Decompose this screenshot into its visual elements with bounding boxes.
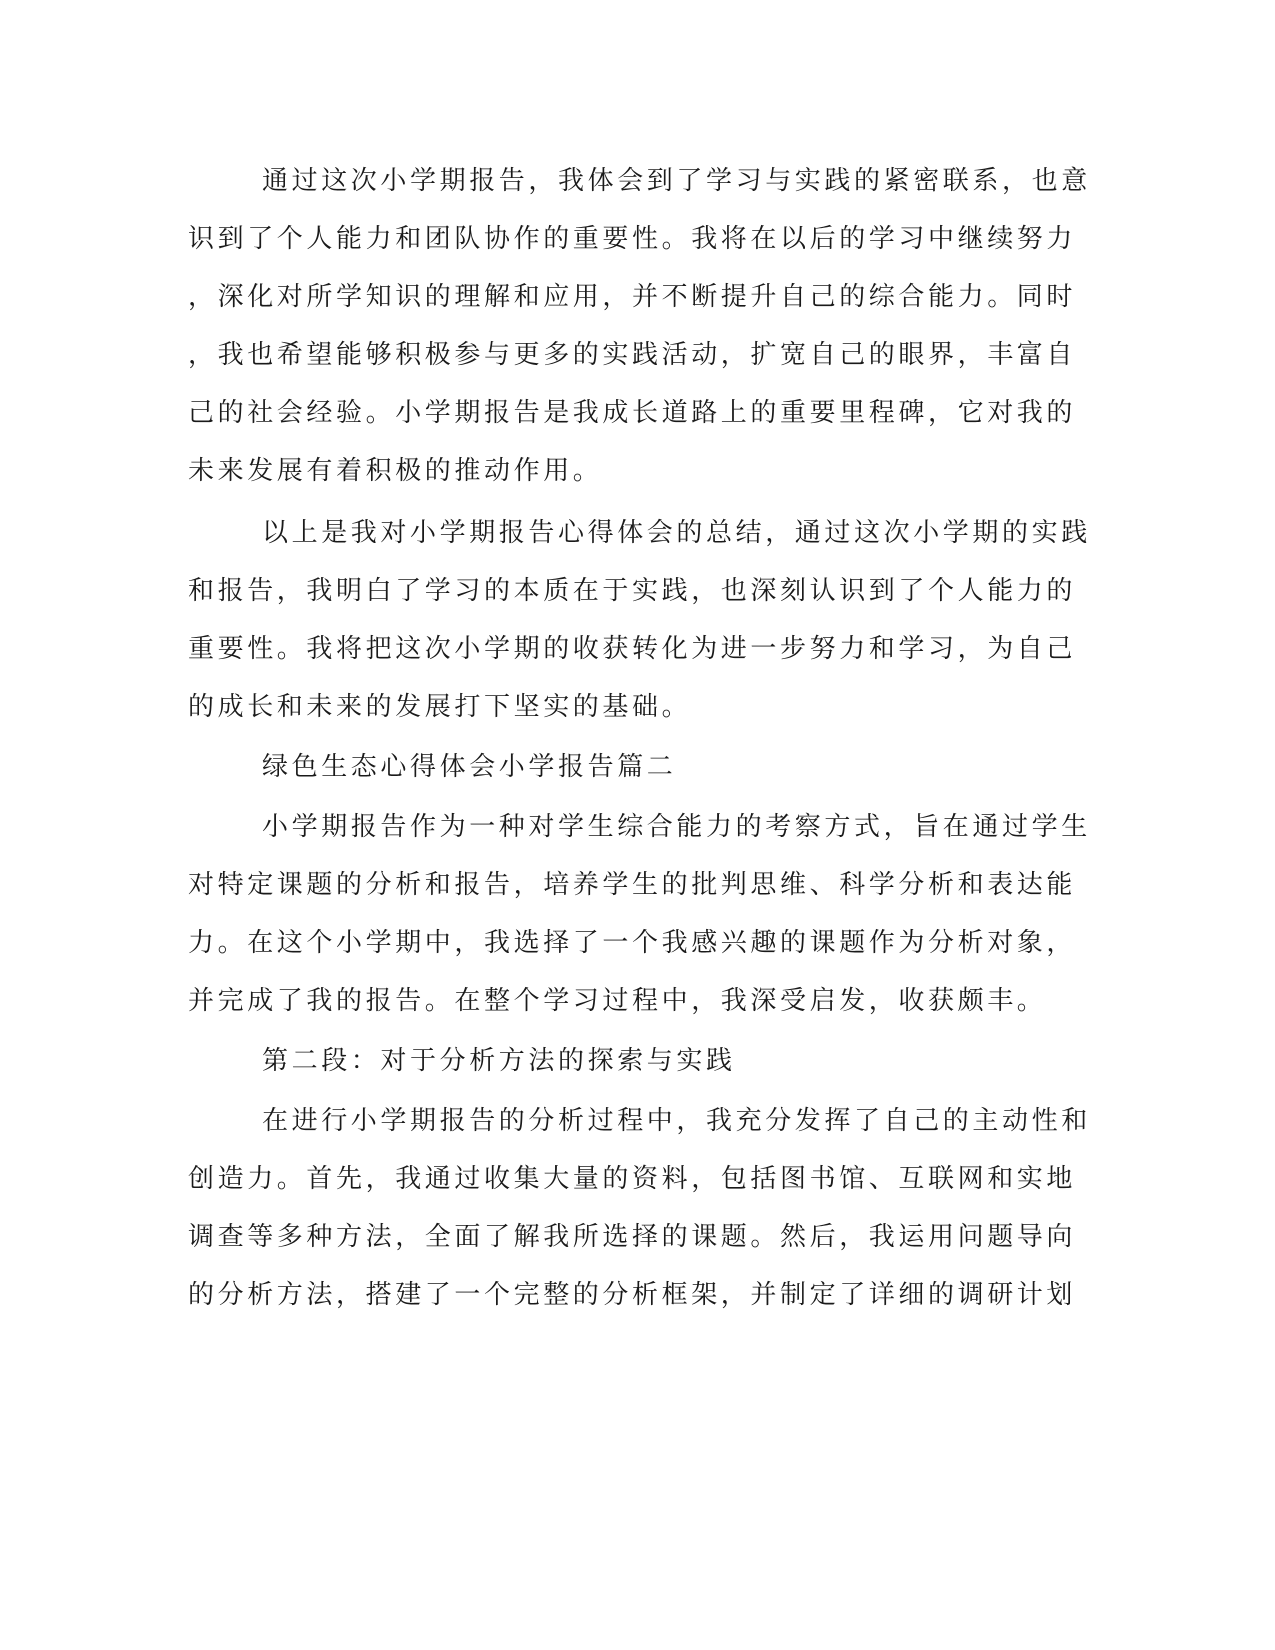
paragraph-line: 以上是我对小学期报告心得体会的总结，通过这次小学期的实践	[262, 518, 1091, 548]
paragraph-line: 通过这次小学期报告，我体会到了学习与实践的紧密联系，也意	[262, 166, 1091, 196]
paragraph-line: 重要性。我将把这次小学期的收获转化为进一步努力和学习，为自己	[188, 634, 1077, 664]
paragraph-line: 创造力。首先，我通过收集大量的资料，包括图书馆、互联网和实地	[188, 1164, 1077, 1194]
paragraph-line: ，我也希望能够积极参与更多的实践活动，扩宽自己的眼界，丰富自	[188, 340, 1077, 370]
section-heading: 第二段：对于分析方法的探索与实践	[262, 1046, 736, 1076]
paragraph-line: 的分析方法，搭建了一个完整的分析框架，并制定了详细的调研计划	[188, 1280, 1077, 1310]
paragraph-line: 己的社会经验。小学期报告是我成长道路上的重要里程碑，它对我的	[188, 398, 1077, 428]
paragraph-line: 对特定课题的分析和报告，培养学生的批判思维、科学分析和表达能	[188, 870, 1077, 900]
paragraph-line: 识到了个人能力和团队协作的重要性。我将在以后的学习中继续努力	[188, 224, 1077, 254]
paragraph-line: 调查等多种方法，全面了解我所选择的课题。然后，我运用问题导向	[188, 1222, 1077, 1252]
paragraph-line: 和报告，我明白了学习的本质在于实践，也深刻认识到了个人能力的	[188, 576, 1077, 606]
paragraph-line: 小学期报告作为一种对学生综合能力的考察方式，旨在通过学生	[262, 812, 1091, 842]
paragraph-line: 的成长和未来的发展打下坚实的基础。	[188, 692, 692, 722]
paragraph-line: 未来发展有着积极的推动作用。	[188, 456, 603, 486]
section-heading: 绿色生态心得体会小学报告篇二	[262, 752, 677, 782]
paragraph-line: 在进行小学期报告的分析过程中，我充分发挥了自己的主动性和	[262, 1106, 1091, 1136]
paragraph-line: 并完成了我的报告。在整个学习过程中，我深受启发，收获颇丰。	[188, 986, 1047, 1016]
paragraph-line: 力。在这个小学期中，我选择了一个我感兴趣的课题作为分析对象，	[188, 928, 1077, 958]
paragraph-line: ，深化对所学知识的理解和应用，并不断提升自己的综合能力。同时	[188, 282, 1077, 312]
